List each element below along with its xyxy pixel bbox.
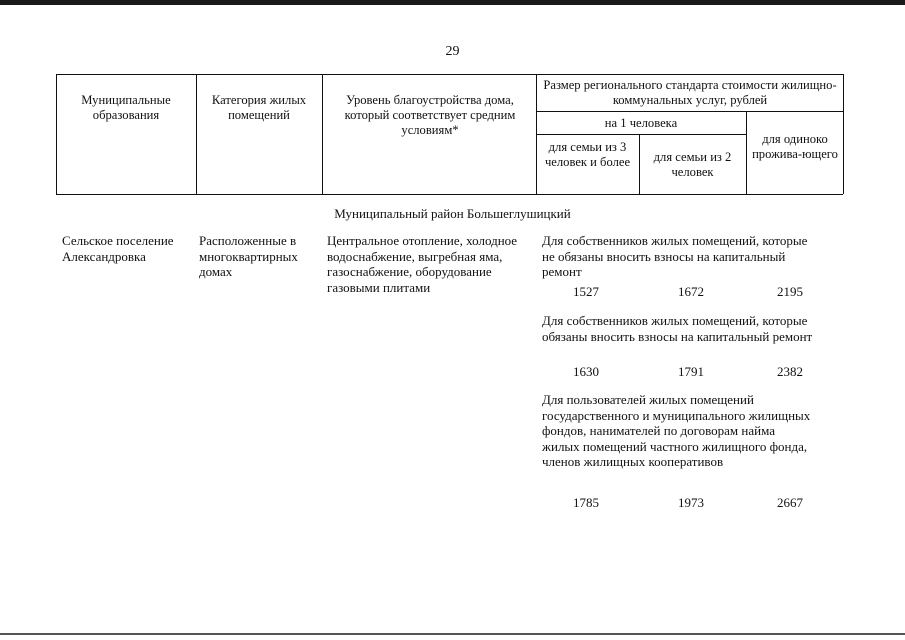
district-title: Муниципальный район Большеглушицкий bbox=[334, 206, 571, 221]
group-label: Для пользователей жилых помещений государственного и муниципального жилищных фондов, нанимателей по договорам найма жилых помещений частного жилищного фонда, членов жилищных кооперативов bbox=[542, 392, 811, 469]
header-top-border bbox=[56, 74, 843, 75]
header-amenities-level: Уровень благоустройства дома, который соответствует средним условиям* bbox=[344, 93, 516, 137]
row-category: Расположенные в многоквартирных домах bbox=[199, 233, 298, 279]
header-divider-per-person bbox=[536, 134, 746, 135]
header-standard-size: Размер регионального стандарта стоимости жилищно-коммунальных услуг, рублей bbox=[543, 78, 837, 107]
header-bottom-border bbox=[56, 194, 843, 195]
group-label: Для собственников жилых помещений, которые обязаны вносить взносы на капитальный ремонт bbox=[542, 313, 813, 344]
value-single: 2195 bbox=[777, 284, 803, 299]
header-col-divider-3 bbox=[536, 74, 537, 194]
page-number: 29 bbox=[445, 44, 460, 59]
header-single: для одиноко прожива-ющего bbox=[752, 132, 838, 161]
header-category: Категория жилых помещений bbox=[211, 93, 307, 122]
value-family-3plus: 1630 bbox=[573, 364, 599, 379]
header-family-3plus: для семьи из 3 человек и более bbox=[544, 140, 631, 169]
header-left-border bbox=[56, 74, 57, 194]
header-municipality: Муниципальные образования bbox=[81, 93, 171, 122]
header-col-divider-4 bbox=[639, 134, 640, 194]
table-header bbox=[56, 74, 843, 194]
header-col-divider-1 bbox=[196, 74, 197, 194]
header-divider-standard bbox=[536, 111, 843, 112]
header-right-border bbox=[843, 74, 844, 194]
value-family-3plus: 1785 bbox=[573, 495, 599, 510]
header-col-divider-5 bbox=[746, 111, 747, 194]
header-family-2: для семьи из 2 человек bbox=[653, 150, 732, 179]
bottom-border bbox=[0, 633, 905, 635]
row-municipality: Сельское поселение Александровка bbox=[62, 233, 174, 264]
header-col-divider-2 bbox=[322, 74, 323, 194]
value-family-2: 1791 bbox=[678, 364, 704, 379]
value-single: 2667 bbox=[777, 495, 803, 510]
header-per-person: на 1 человека bbox=[604, 116, 678, 130]
top-border bbox=[0, 0, 905, 5]
value-single: 2382 bbox=[777, 364, 803, 379]
value-family-3plus: 1527 bbox=[573, 284, 599, 299]
row-amenities: Центральное отопление, холодное водоснабжение, выгребная яма, газоснабжение, оборудование газовыми плитами bbox=[327, 233, 518, 295]
value-family-2: 1672 bbox=[678, 284, 704, 299]
value-family-2: 1973 bbox=[678, 495, 704, 510]
group-label: Для собственников жилых помещений, которые не обязаны вносить взносы на капитальный ремонт bbox=[542, 233, 808, 279]
